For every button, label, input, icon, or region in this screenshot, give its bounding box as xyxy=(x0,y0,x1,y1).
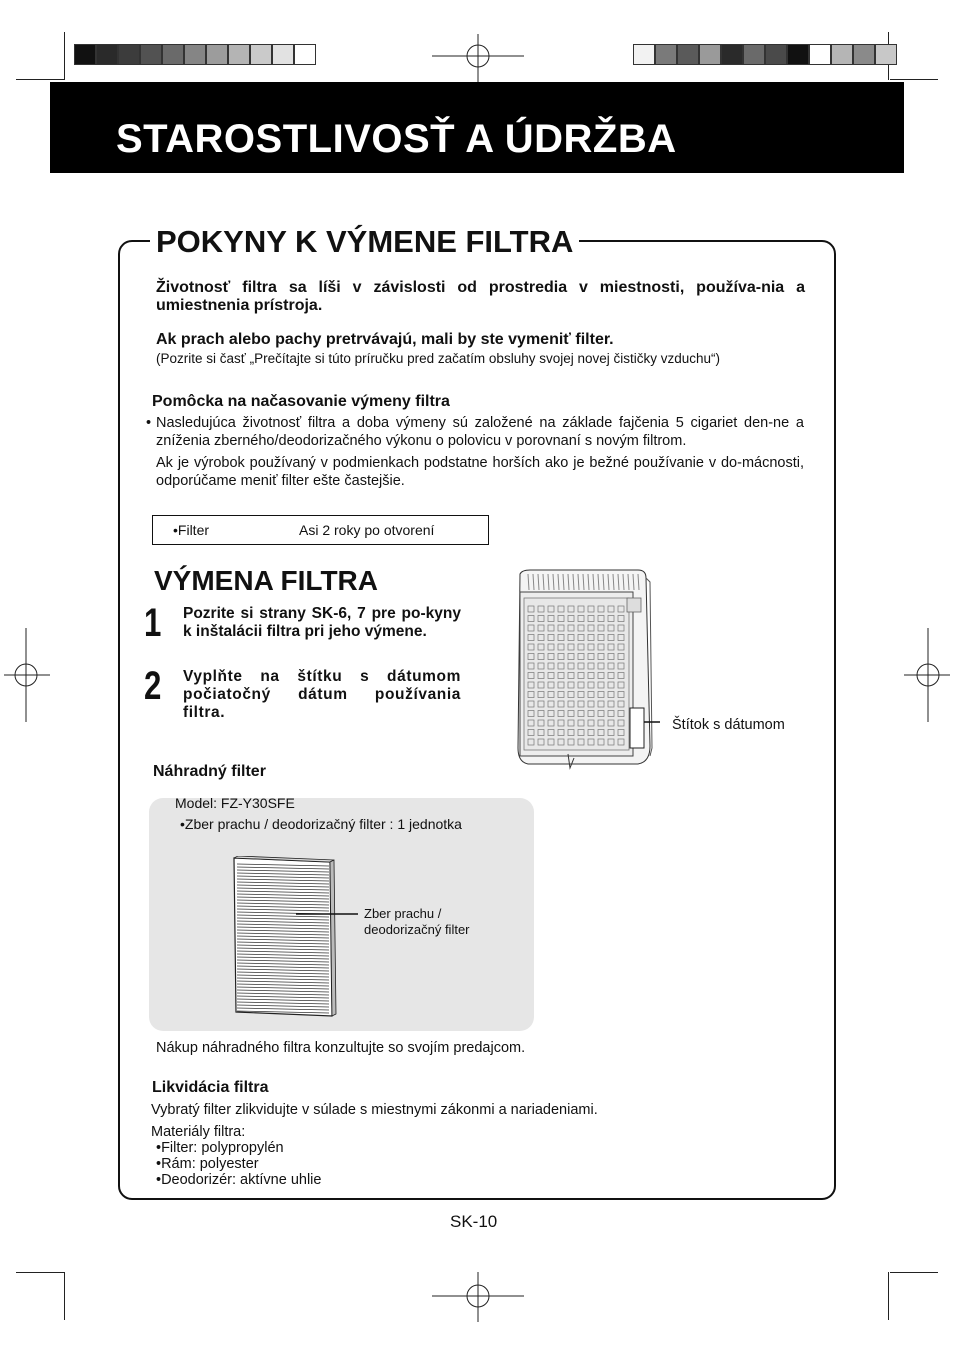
color-swatch xyxy=(633,44,655,65)
color-swatch xyxy=(765,44,787,65)
date-label-callout: Štítok s dátumom xyxy=(672,717,785,733)
material-item: •Deodorizér: aktívne uhlie xyxy=(156,1172,322,1188)
step-text-2: Vyplňte na štítku s dátumom počiatočný dátum používania filtra. xyxy=(183,668,461,721)
step-text-1: Pozrite si strany SK-6, 7 pre po-kyny k inštalácii filtra pri jeho výmene. xyxy=(183,605,461,640)
color-swatch xyxy=(118,44,140,65)
color-swatch xyxy=(809,44,831,65)
disposal-heading: Likvidácia filtra xyxy=(152,1079,269,1096)
air-purifier-illustration xyxy=(510,568,660,773)
color-swatch xyxy=(853,44,875,65)
section-title-filter-replacement: VÝMENA FILTRA xyxy=(154,565,378,596)
registration-mark-left xyxy=(4,628,50,722)
color-bar-left xyxy=(74,44,316,65)
filter-life-value: Asi 2 roky po otvorení xyxy=(299,522,435,538)
color-swatch xyxy=(831,44,853,65)
color-swatch xyxy=(875,44,897,65)
color-swatch xyxy=(206,44,228,65)
color-swatch xyxy=(787,44,809,65)
filter-callout-line1: Zber prachu / xyxy=(364,906,442,921)
material-item: •Rám: polyester xyxy=(156,1156,259,1172)
filter-model: Model: FZ-Y30SFE xyxy=(175,795,295,811)
purchase-note: Nákup náhradného filtra konzultujte so svojím predajcom. xyxy=(156,1040,526,1056)
intro-text-1: Životnosť filtra sa líši v závislosti od prostredia v miestnosti, používa-nia a umiestnenia prístroja. xyxy=(156,279,805,314)
color-swatch xyxy=(184,44,206,65)
materials-heading: Materiály filtra: xyxy=(151,1124,246,1140)
color-swatch xyxy=(162,44,184,65)
material-item: •Filter: polypropylén xyxy=(156,1140,284,1156)
step-number-1: 1 xyxy=(144,601,162,645)
filter-model-item: •Zber prachu / deodorizačný filter : 1 jednotka xyxy=(180,816,462,832)
disposal-text: Vybratý filter zlikvidujte v súlade s miestnymi zákonmi a nariadeniami. xyxy=(151,1102,598,1118)
filter-illustration xyxy=(230,856,370,1018)
page-number: SK-10 xyxy=(450,1212,498,1231)
color-swatch xyxy=(272,44,294,65)
registration-mark-right xyxy=(904,628,950,722)
color-swatch xyxy=(677,44,699,65)
timing-text-2: Ak je výrobok používaný v podmienkach podstatne horších ako je bežné používanie v do-mácnosti, odporúčame meniť filter ešte častejšie. xyxy=(156,455,804,489)
filter-life-table xyxy=(152,515,489,545)
replacement-heading: Náhradný filter xyxy=(153,763,266,780)
filter-label: •Filter xyxy=(173,522,210,538)
color-swatch xyxy=(655,44,677,65)
color-swatch xyxy=(743,44,765,65)
color-swatch xyxy=(250,44,272,65)
page-title: STAROSTLIVOSŤ A ÚDRŽBA xyxy=(116,117,677,161)
registration-mark-top xyxy=(432,34,524,84)
color-bar-right xyxy=(633,44,897,65)
section-title-filter-instructions: POKYNY K VÝMENE FILTRA xyxy=(150,224,579,260)
timing-heading: Pomôcka na načasovanie výmeny filtra xyxy=(152,393,450,410)
color-swatch xyxy=(140,44,162,65)
color-swatch xyxy=(699,44,721,65)
color-swatch xyxy=(74,44,96,65)
color-swatch xyxy=(294,44,316,65)
step-number-2: 2 xyxy=(144,664,162,708)
color-swatch xyxy=(721,44,743,65)
intro-text-2: Ak prach alebo pachy pretrvávajú, mali by ste vymeniť filter. xyxy=(156,331,614,348)
bullet-mark: • xyxy=(146,415,152,431)
intro-note: (Pozrite si časť „Prečítajte si túto príručku pred začatím obsluhy svojej novej čističky vzduchu“) xyxy=(156,351,721,366)
filter-callout-line2: deodorizačný filter xyxy=(364,922,470,937)
color-swatch xyxy=(228,44,250,65)
registration-mark-bottom xyxy=(432,1272,524,1322)
color-swatch xyxy=(96,44,118,65)
title-rule xyxy=(590,240,820,242)
timing-text-1: Nasledujúca životnosť filtra a doba výmeny sú založené na základe fajčenia 5 cigariet den-ne a zníženia zberného/deodorizačného výkonu o polovicu v porovnaní s novým filtrom. xyxy=(156,415,804,449)
